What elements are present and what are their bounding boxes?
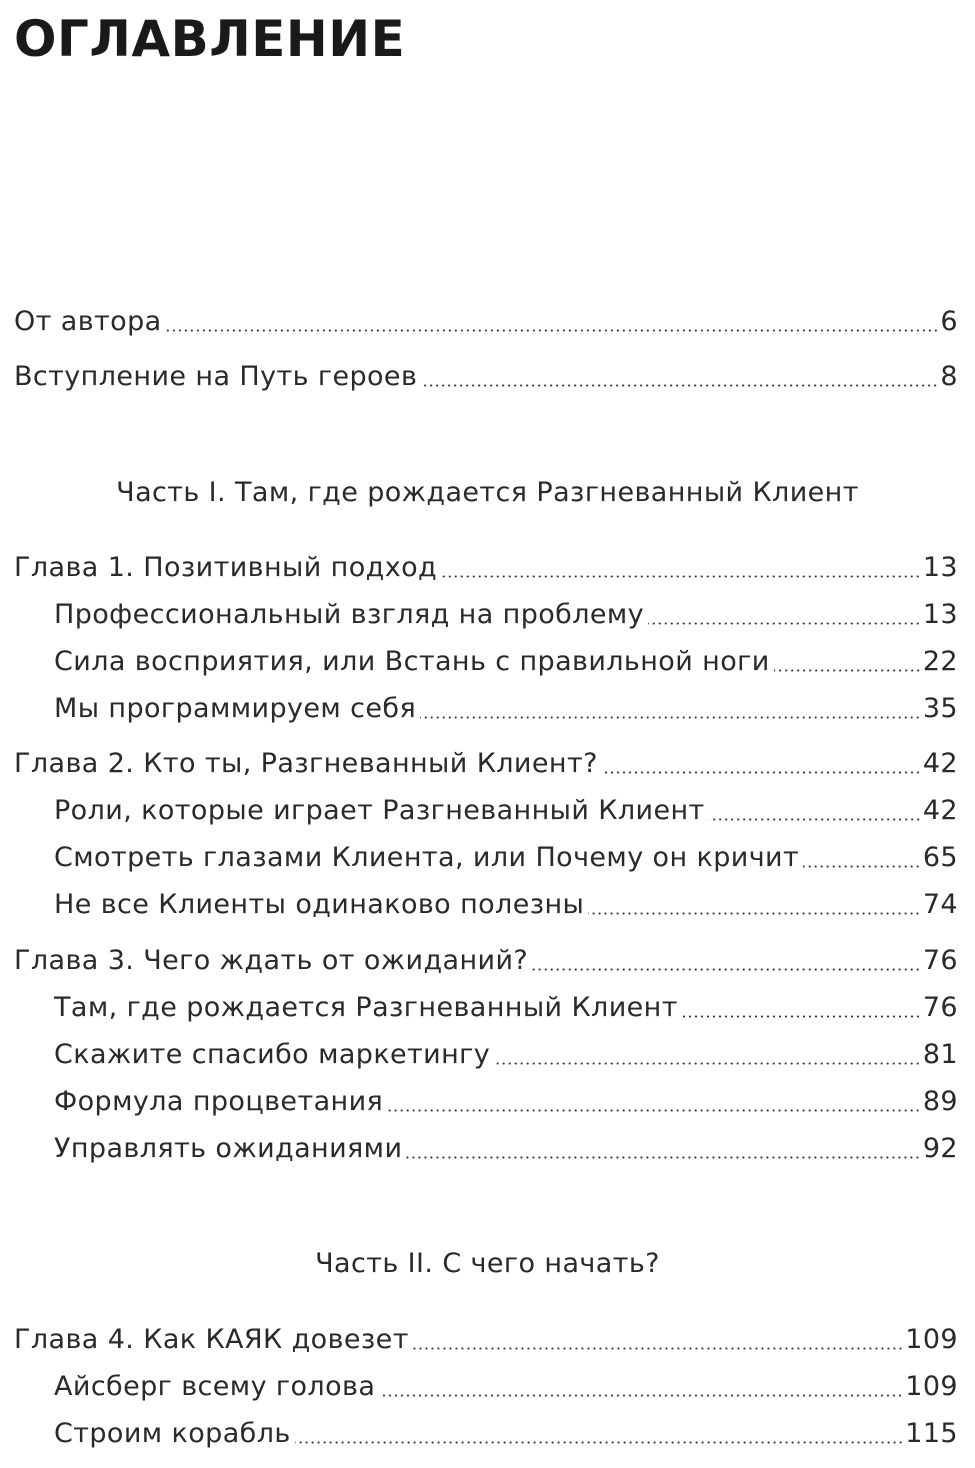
toc-entry-label: От автора [14, 306, 162, 337]
part-heading-2: Часть II. С чего начать? [315, 1248, 660, 1279]
toc-page-number: 6 [940, 306, 958, 337]
dot-leader [602, 771, 921, 774]
toc-section-label: Скажите спасибо маркетингу [54, 1039, 491, 1070]
toc-page-number: 115 [905, 1418, 958, 1449]
dot-leader [648, 622, 921, 625]
toc-chapter-label: Глава 1. Позитивный подход [14, 552, 438, 583]
toc-page-number: 8 [940, 361, 958, 392]
toc-page-number: 81 [922, 1039, 958, 1070]
toc-section-label: Управлять ожиданиями [54, 1133, 403, 1164]
toc-section[interactable] [54, 988, 958, 1028]
dot-leader [406, 1156, 920, 1159]
toc-section[interactable] [54, 1129, 958, 1169]
dot-leader [166, 329, 939, 332]
toc-section-label: Профессиональный взгляд на проблему [54, 599, 645, 630]
toc-chapter-label: Глава 2. Кто ты, Разгневанный Клиент? [14, 748, 598, 779]
toc-page-number: 42 [922, 748, 958, 779]
toc-page-number: 74 [922, 889, 958, 920]
dot-leader [532, 968, 921, 971]
toc-page-number: 35 [922, 693, 958, 724]
toc-section[interactable] [54, 689, 958, 729]
toc-section[interactable] [54, 595, 958, 635]
dot-leader [295, 1441, 904, 1444]
toc-section[interactable] [54, 791, 958, 831]
toc-page-number: 109 [905, 1324, 958, 1355]
toc-section[interactable] [54, 1414, 958, 1454]
toc-entry-label: Вступление на Путь героев [14, 361, 418, 392]
dot-leader [588, 912, 921, 915]
dot-leader [387, 1109, 921, 1112]
toc-chapter-2[interactable] [14, 744, 958, 784]
toc-section-label: Формула процветания [54, 1086, 384, 1117]
toc-section[interactable] [54, 1367, 958, 1407]
toc-page-number: 76 [922, 945, 958, 976]
toc-chapter-label: Глава 4. Как КАЯК довезет [14, 1324, 409, 1355]
dot-leader [682, 1015, 921, 1018]
toc-page-number: 65 [922, 842, 958, 873]
dot-leader [709, 818, 921, 821]
toc-page-number: 13 [922, 552, 958, 583]
toc-chapter-1[interactable] [14, 548, 958, 588]
toc-chapter-label: Глава 3. Чего ждать от ожиданий? [14, 945, 529, 976]
toc-section-label: Не все Клиенты одинаково полезны [54, 889, 585, 920]
page-title: ОГЛАВЛЕНИЕ [14, 10, 406, 68]
dot-leader [379, 1394, 903, 1397]
dot-leader [413, 1347, 903, 1350]
dot-leader [803, 865, 921, 868]
toc-section-label: Сила восприятия, или Встань с правильной ноги [54, 646, 770, 677]
part-heading-1: Часть I. Там, где рождается Разгневанный Клиент [116, 477, 859, 508]
toc-section-label: Мы программируем себя [54, 693, 417, 724]
toc-section-label: Смотреть глазами Клиента, или Почему он кричит [54, 842, 800, 873]
toc-page-number: 22 [922, 646, 958, 677]
toc-page-number: 76 [922, 992, 958, 1023]
toc-page-number: 42 [922, 795, 958, 826]
toc-section-label: Айсберг всему голова [54, 1371, 376, 1402]
dot-leader [774, 669, 921, 672]
toc-chapter-4[interactable] [14, 1320, 958, 1360]
dot-leader [494, 1062, 921, 1065]
toc-chapter-3[interactable] [14, 941, 958, 981]
toc-entry-introduction[interactable] [14, 357, 958, 397]
toc-section-label: Роли, которые играет Разгневанный Клиент [54, 795, 705, 826]
dot-leader [441, 575, 921, 578]
toc-page-number: 92 [922, 1133, 958, 1164]
toc-section-label: Там, где рождается Разгневанный Клиент [54, 992, 678, 1023]
toc-section[interactable] [54, 838, 958, 878]
toc-section[interactable] [54, 1035, 958, 1075]
toc-section[interactable] [54, 885, 958, 925]
toc-page-number: 13 [922, 599, 958, 630]
dot-leader [420, 716, 921, 719]
toc-page-number: 89 [922, 1086, 958, 1117]
toc-entry-author-note[interactable] [14, 302, 958, 342]
dot-leader [421, 384, 938, 387]
toc-page-number: 109 [905, 1371, 958, 1402]
toc-section[interactable] [54, 642, 958, 682]
toc-section-label: Строим корабль [54, 1418, 291, 1449]
toc-section[interactable] [54, 1082, 958, 1122]
